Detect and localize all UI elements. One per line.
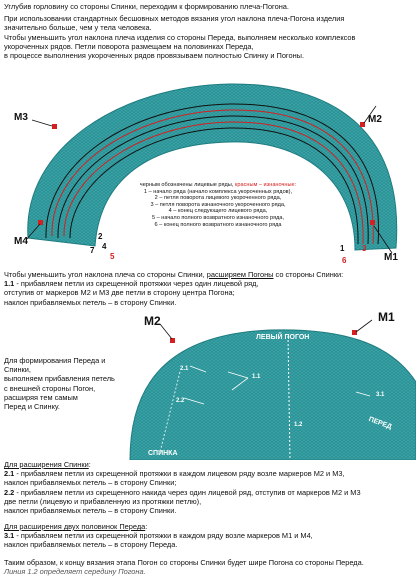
outro-line: Линия 1.2 определяет середину Погона. <box>4 567 146 577</box>
left-yoke-figure <box>120 312 416 460</box>
legend-item: 2 – петля поворота лицевого укороченного ряда, <box>154 195 282 202</box>
section2-text <box>4 270 412 307</box>
side-text-line: выполняем прибавления петель <box>4 374 115 384</box>
point-7-label: 7 <box>90 246 95 255</box>
legend-item: 6 – конец полного возвратного изнаночного ряда <box>154 221 282 228</box>
front-label: ПЕРЕД <box>367 416 393 431</box>
section3-text <box>4 460 412 515</box>
pointer-m3 <box>32 120 52 126</box>
figure2-m1-label: M1 <box>378 310 395 324</box>
point-4-label: 4 <box>102 242 107 251</box>
side-text-line: Перед и Спинку. <box>4 402 60 412</box>
section2-intro: Чтобы уменьшить угол наклона плеча со стороны Спинки, расширяем Погоны со стороны Спинки: <box>4 270 344 279</box>
label-2-2: 2.2 <box>176 398 185 404</box>
section2-line: отступив от маркеров М2 и М3 две петли в сторону центра Погона; <box>4 288 235 298</box>
legend-black-text: черным обозначены лицевые ряды, <box>139 182 234 188</box>
intro-line: укороченных рядов. Петли поворота размещаем на половинках Переда, <box>4 41 254 51</box>
left-pogon-label: ЛЕВЫЙ ПОГОН <box>256 334 310 341</box>
marker-m1-label: M1 <box>384 252 398 263</box>
point-1-label: 1 <box>340 244 345 253</box>
yoke-fabric <box>130 330 416 460</box>
legend-item: 1 – начало ряда (начало комплекса укороченных рядов), <box>143 188 293 195</box>
outro-text <box>4 558 412 576</box>
yoke-photo-figure <box>0 68 416 268</box>
marker-m3-label: M3 <box>14 112 28 123</box>
marker-m2-label: M2 <box>368 114 382 125</box>
point-6-label: 6 <box>342 256 347 265</box>
intro-line: Углубив горловину со стороны Спинки, переходим к формированию плеча-Погона. <box>4 2 289 11</box>
section3-line: наклон прибавляемых петель – в сторону Спинки. <box>4 506 177 516</box>
section3-line: две петли (лицевую и прибавленную из протяжки петлю), <box>4 496 202 506</box>
section3-item-2-1: 2.1 - прибавляем петли из скрещенной протяжки в каждом лицевом ряду возле маркеров М2 и М3, <box>4 469 345 479</box>
intro-line: При использовании стандартных бесшовных методов вязания угол наклона плеча-Погона изделия <box>4 14 345 24</box>
intro-text <box>4 2 412 60</box>
section4-line: наклон прибавляемых петель – в сторону Переда. <box>4 540 178 550</box>
legend-red-text: красным – изнаночные: <box>234 182 297 188</box>
pointer-m1 <box>356 320 372 332</box>
point-3-label: 3 <box>362 244 367 253</box>
marker-m1-stitch <box>370 220 375 225</box>
section4-item-3-1: 3.1 - прибавляем петли из скрещенной протяжки в каждом ряду возле маркеров М1 и М4, <box>4 531 313 541</box>
figure2-m2-label: M2 <box>144 314 161 328</box>
side-text-line: Для формирования Переда и Спинки, <box>4 356 106 375</box>
marker-m2-stitch <box>170 338 175 343</box>
legend-item: 3 – петля поворота изнаночного укороченного ряда, <box>150 201 286 208</box>
section2-item-1-1: 1.1 - прибавляем петли из скрещенной протяжки через один лицевой ряд, <box>4 279 259 289</box>
marker-m4-stitch <box>38 220 43 225</box>
section4-text <box>4 522 412 550</box>
outro-line: Таким образом, к концу вязания этапа Погон со стороны Спинки будет шире Погона со стороны Переда. <box>4 558 364 567</box>
back-label: СПИНКА <box>148 450 178 457</box>
point-2-label: 2 <box>98 232 103 241</box>
section4-head: Для расширения двух половинок Переда: <box>4 522 148 531</box>
label-1-1: 1.1 <box>252 374 261 380</box>
side-text-line: с внешней стороны Погон, <box>4 383 96 393</box>
section3-item-2-2: 2.2 - прибавляем петли из скрещенного накида через один лицевой ряд, отступив от маркеров М2 и М3 <box>4 487 361 497</box>
label-3-1: 3.1 <box>376 392 385 398</box>
intro-line: в процессе выполнения укороченных рядов провязываем полностью Спинку и Погоны. <box>4 51 305 61</box>
intro-line: Чтобы уменьшить угол наклона плеча изделия со стороны Переда, выполняем несколько комплексов <box>4 32 356 42</box>
section3-head: Для расширения Спинки: <box>4 460 91 469</box>
pointer-m2 <box>160 324 172 339</box>
section2-line: наклон прибавляемых петель – в сторону Спинки. <box>4 297 177 307</box>
yoke-photo-svg <box>0 68 416 268</box>
side-text <box>4 356 134 411</box>
label-1-2: 1.2 <box>294 422 303 428</box>
figure1-legend <box>118 182 318 228</box>
section3-line: наклон прибавляемых петель – в сторону Спинки; <box>4 478 177 488</box>
legend-item: 4 – конец следующего лицевого ряда, <box>168 208 268 215</box>
marker-m1-stitch <box>352 330 357 335</box>
point-5-label: 5 <box>110 252 115 261</box>
label-2-1: 2.1 <box>180 366 189 372</box>
side-text-line: расширяя тем самым <box>4 392 78 402</box>
marker-m4-label: M4 <box>14 236 28 247</box>
intro-line: значительно больше, чем у тела человека. <box>4 23 152 33</box>
legend-item: 5 – начало полного возвратного изнаночного ряда, <box>151 214 285 221</box>
marker-m3-stitch <box>52 124 57 129</box>
